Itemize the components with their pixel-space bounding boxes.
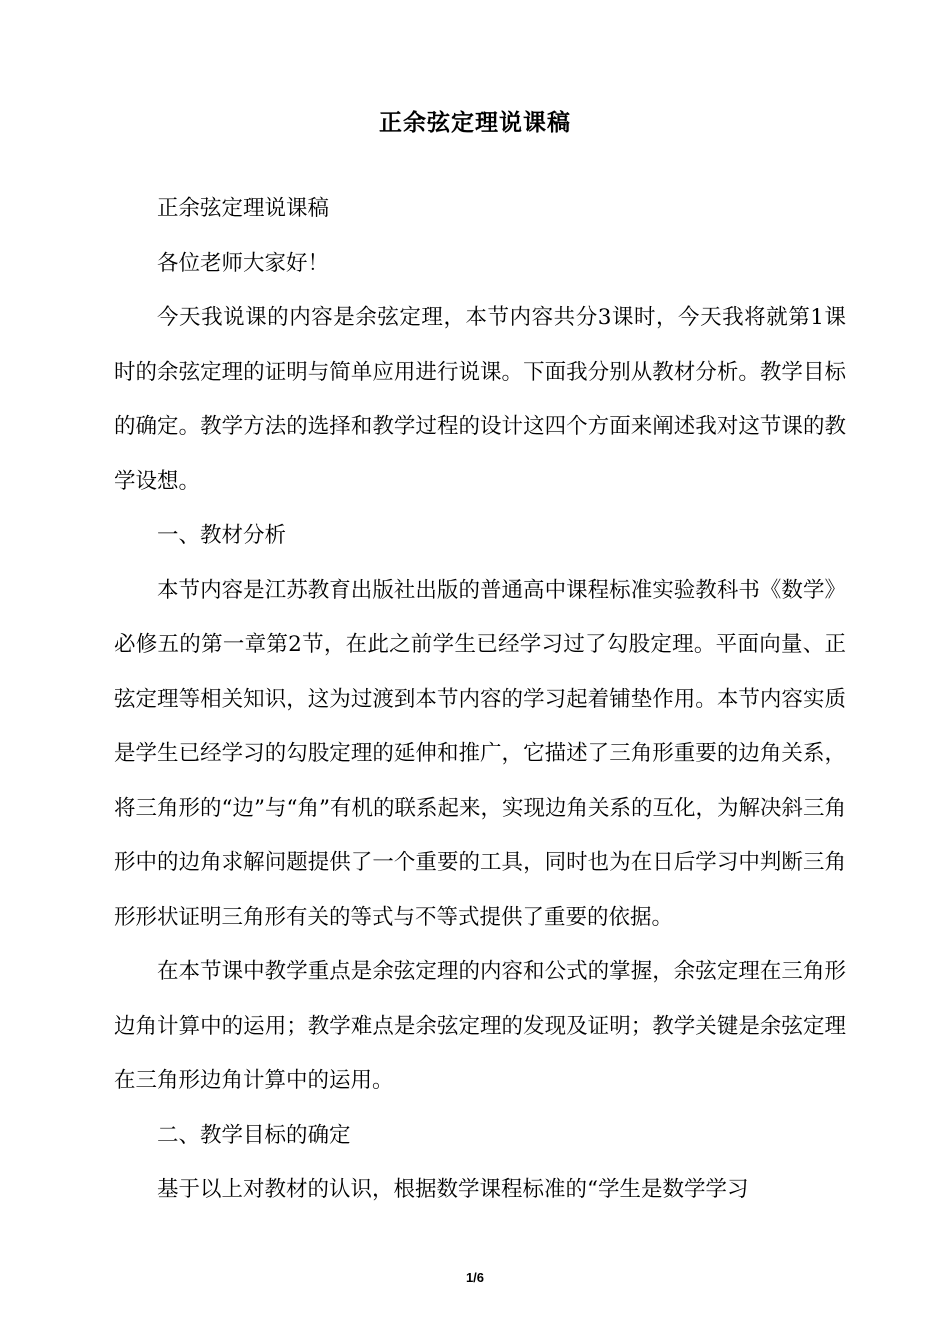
document-title: 正余弦定理说课稿: [379, 110, 571, 136]
paragraph-greeting: 各位老师大家好！: [157, 250, 330, 276]
paragraph-teaching-goals: 基于以上对教材的认识，根据数学课程标准的“学生是数学学习: [157, 1177, 749, 1202]
paragraph-textbook-analysis: 本节内容是江苏教育出版社出版的普通高中课程标准实验教科书《数学》必修五的第一章第2节，在此之前学生已经学习过了勾股定理。平面向量、正弦定理等相关知识，这为过渡到本节内容的学习起着铺垫作用。本节内容实质是学生已经学习的勾股定理的延伸和推广，它描述了三角形重要的边角关系，将三角形的“边”与“角”有机的联系起来，实现边角关系的互化，为解决斜三角形中的边角求解问题提供了一个重要的工具，同时也为在日后学习中判断三角形形状证明三角形有关的等式与不等式提供了重要的依据。: [114, 577, 846, 930]
document-body: [114, 182, 846, 1218]
paragraph-subtitle: 正余弦定理说课稿: [157, 196, 330, 221]
paragraph-introduction: 今天我说课的内容是余弦定理，本节内容共分3课时，今天我将就第1课时的余弦定理的证明与简单应用进行说课。下面我分别从教材分析。教学目标的确定。教学方法的选择和教学过程的设计这四个方面来阐述我对这节课的教学设想。: [114, 305, 846, 494]
section-heading-teaching-goals: 二、教学目标的确定: [157, 1122, 351, 1148]
page-number: 1/6: [465, 1270, 485, 1285]
paragraph-teaching-focus: 在本节课中教学重点是余弦定理的内容和公式的掌握，余弦定理在三角形边角计算中的运用；教学难点是余弦定理的发现及证明；教学关键是余弦定理在三角形边角计算中的运用。: [114, 959, 846, 1093]
section-heading-textbook-analysis: 一、教材分析: [157, 523, 287, 548]
